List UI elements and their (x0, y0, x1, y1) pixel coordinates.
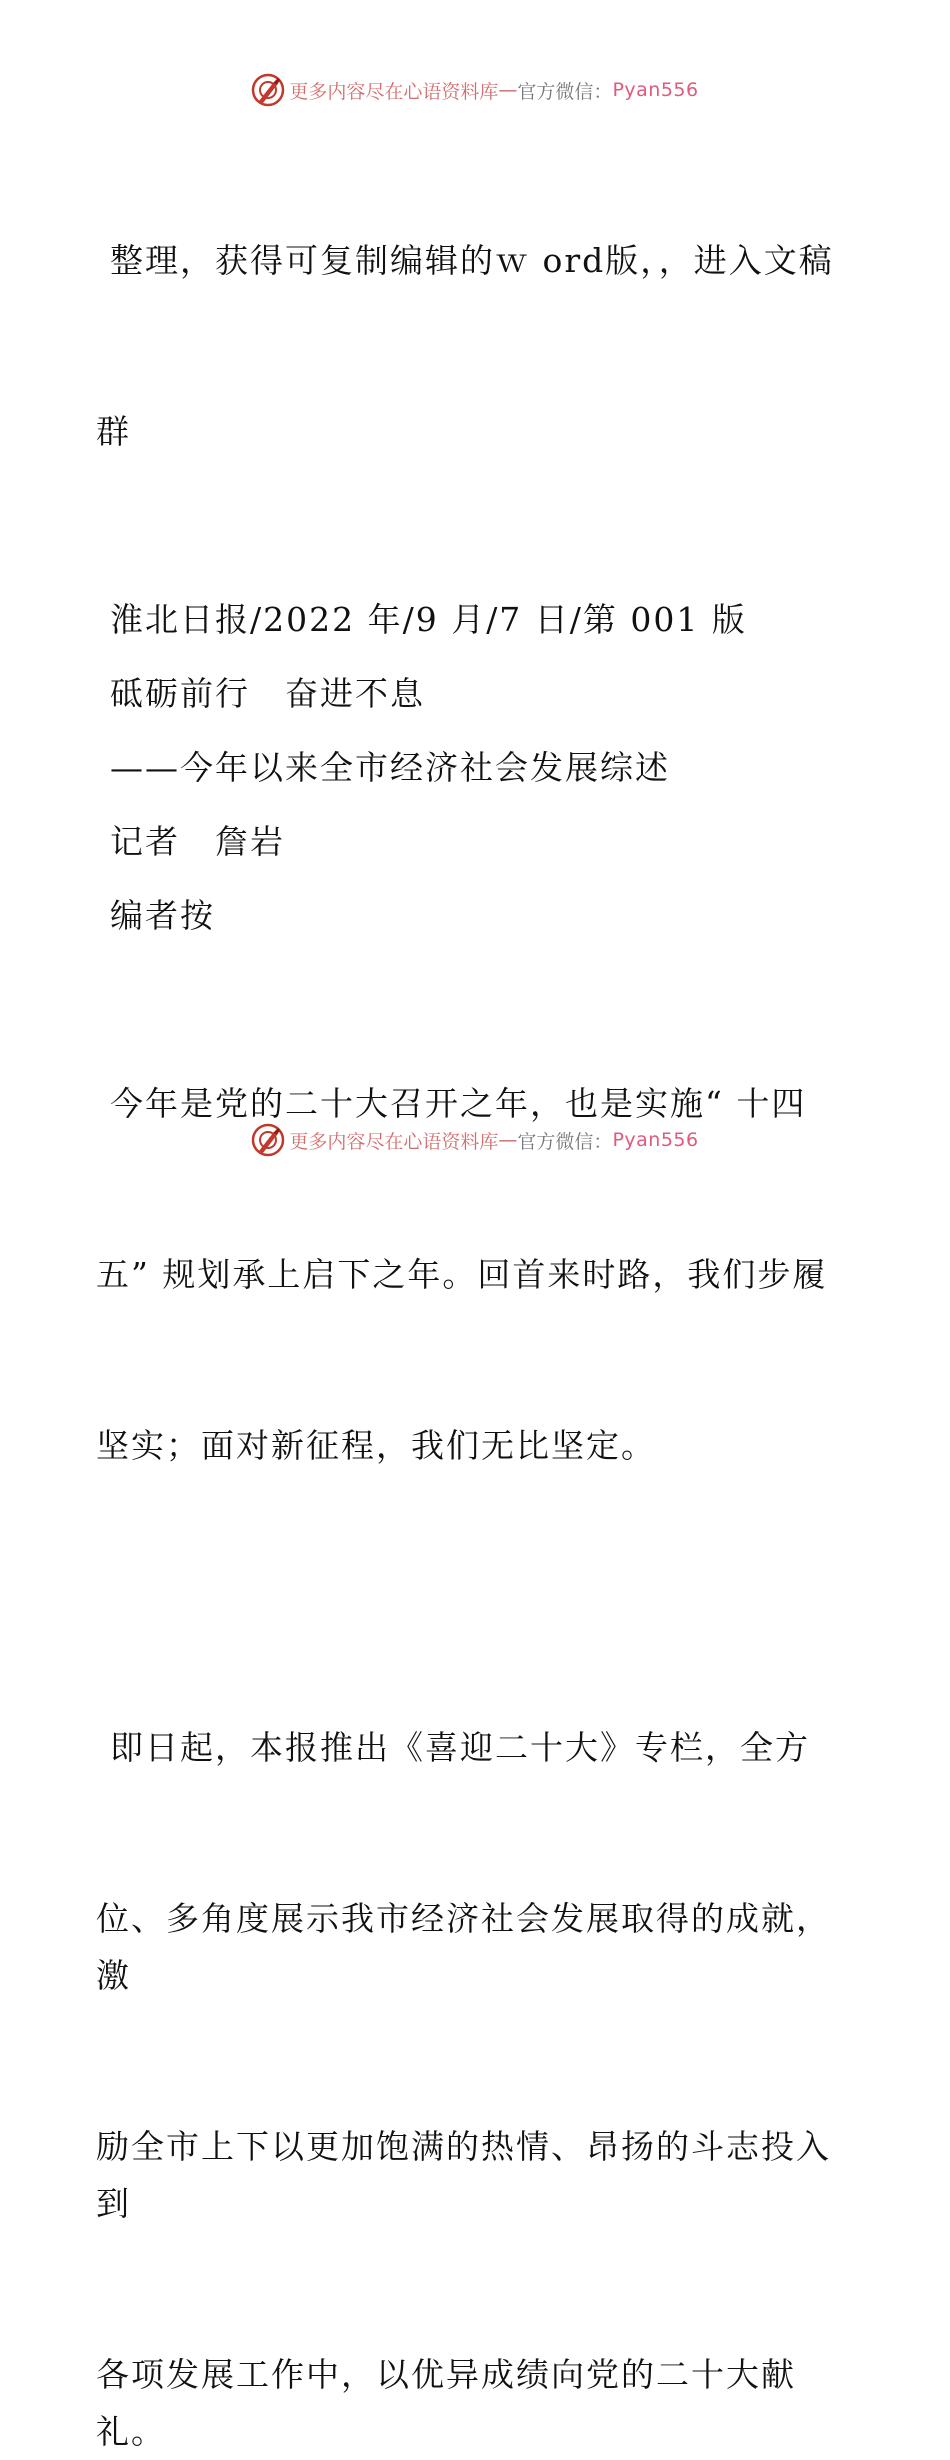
header-banner (0, 70, 950, 110)
editor-note-label: 编者按 (110, 896, 215, 935)
banner-separator: — (498, 1129, 518, 1151)
paragraph-line: 今年是党的二十大召开之年，也是实施“ 十四 (110, 1084, 807, 1123)
banner-separator: — (498, 79, 518, 101)
body-paragraph (96, 1605, 856, 2460)
paragraph-line: 即日起，本报推出《喜迎二十大》专栏，全方 (110, 1728, 810, 1767)
pen-emblem-icon (251, 1123, 285, 1157)
banner-wechat-label: 官方微信： (517, 1130, 613, 1153)
intro-line: 整理，获得可复制编辑的ｗ ord版，，进入文稿 (110, 241, 834, 280)
article-subtitle: ——今年以来全市经济社会发展综述 (110, 748, 670, 787)
article-title: 砥砺前行 奋进不息 (110, 674, 425, 713)
intro-line: 群 (96, 412, 131, 451)
pen-emblem-icon (251, 73, 285, 107)
paragraph-line: 位、多角度展示我市经济社会发展取得的成就，激 (96, 1899, 831, 1995)
document-body (96, 118, 856, 2460)
paragraph-line: 五” 规划承上启下之年。回首来时路，我们步履 (96, 1255, 828, 1294)
paragraph-line: 坚实；面对新征程，我们无比坚定。 (96, 1426, 656, 1465)
banner-site-text: 更多内容尽在心语资料库 (289, 80, 499, 103)
footer-banner (0, 1120, 950, 1160)
banner-site-text: 更多内容尽在心语资料库 (289, 1130, 499, 1153)
banner-wechat-id: Pyan556 (612, 1129, 699, 1151)
banner-wechat-label: 官方微信： (517, 80, 613, 103)
paragraph-line: 各项发展工作中，以优异成绩向党的二十大献礼。 (96, 2355, 796, 2451)
source-line: 淮北日报/2022 年/9 月/7 日/第 001 版 (110, 600, 747, 639)
banner-wechat-id: Pyan556 (612, 79, 699, 101)
byline: 记者 詹岩 (110, 822, 285, 861)
body-paragraph (96, 961, 856, 1588)
intro-paragraph (96, 118, 856, 574)
paragraph-line: 励全市上下以更加饱满的热情、昂扬的斗志投入到 (96, 2127, 831, 2223)
